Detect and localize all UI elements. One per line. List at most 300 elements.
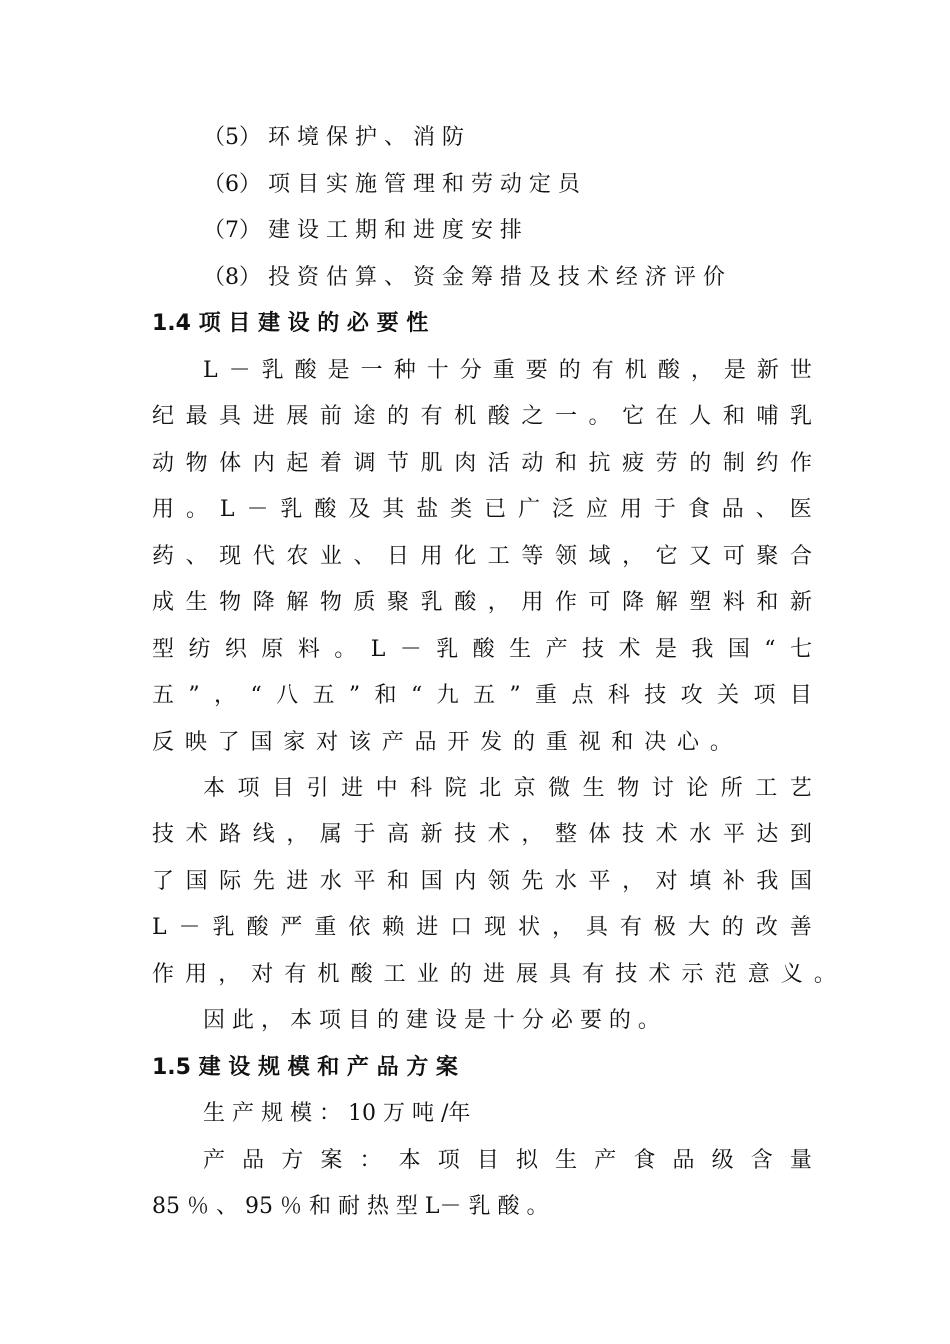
glyph: 要 <box>525 358 548 383</box>
glyph: 合 <box>789 544 812 569</box>
glyph: 用 <box>185 962 208 987</box>
glyph: 对 <box>316 730 339 755</box>
glyph: 乳 <box>420 590 443 615</box>
paragraph-line <box>152 726 732 760</box>
glyph: 日 <box>387 544 410 569</box>
glyph: 级 <box>711 1148 734 1173</box>
paragraph-line <box>152 586 812 620</box>
glyph: － <box>399 637 422 662</box>
heading-text: 1.4 项 目 建 设 的 必 要 性 <box>152 311 429 336</box>
glyph: 型 <box>152 637 175 662</box>
glyph: 技 <box>622 822 645 847</box>
glyph: 乳 <box>261 358 284 383</box>
glyph: 项 <box>437 1148 460 1173</box>
glyph: 体 <box>219 451 242 476</box>
glyph: 院 <box>444 776 467 801</box>
glyph: 可 <box>722 544 745 569</box>
glyph: 有 <box>619 915 642 940</box>
glyph: 和 <box>756 590 779 615</box>
glyph: 攻 <box>680 683 703 708</box>
glyph: 高 <box>387 822 410 847</box>
glyph: ： <box>359 1148 382 1173</box>
glyph: 聚 <box>756 544 779 569</box>
glyph: “ <box>410 683 423 708</box>
glyph: 物 <box>185 451 208 476</box>
glyph: 降 <box>622 590 645 615</box>
glyph: 是 <box>723 358 746 383</box>
glyph: ， <box>286 822 309 847</box>
glyph: 途 <box>353 404 376 429</box>
glyph: － <box>246 497 269 522</box>
glyph: 改 <box>755 915 778 940</box>
glyph: 广 <box>518 497 541 522</box>
glyph: 生 <box>185 590 208 615</box>
paragraph-line <box>152 1190 812 1224</box>
glyph: 含 <box>750 1148 773 1173</box>
glyph: 有 <box>284 962 307 987</box>
glyph: 决 <box>644 730 667 755</box>
glyph: 塑 <box>689 590 712 615</box>
glyph: ， <box>214 683 237 708</box>
glyph: 作 <box>554 590 577 615</box>
glyph: 五 <box>473 683 496 708</box>
glyph: 义 <box>780 962 803 987</box>
glyph: 、 <box>755 497 778 522</box>
paragraph-line <box>152 447 812 481</box>
glyph: 具 <box>585 915 608 940</box>
glyph: 一 <box>554 404 577 429</box>
glyph: 等 <box>521 544 544 569</box>
scale-text: 生 产 规 模 ： 10 万 吨 /年 <box>203 1101 471 1126</box>
glyph: 可 <box>588 590 611 615</box>
glyph: 世 <box>789 358 812 383</box>
glyph: 乳 <box>280 497 303 522</box>
glyph: 善 <box>789 915 812 940</box>
glyph: 产 <box>545 637 568 662</box>
glyph: 品 <box>242 1148 265 1173</box>
glyph: 术 <box>618 637 641 662</box>
glyph: ， <box>552 915 575 940</box>
glyph: 国 <box>250 730 273 755</box>
paragraph-line <box>152 818 812 852</box>
paragraph-line <box>152 400 812 434</box>
glyph: 达 <box>756 822 779 847</box>
glyph: 有 <box>420 404 443 429</box>
glyph: 酸 <box>487 404 510 429</box>
glyph: 国 <box>727 637 750 662</box>
list-item-text: （6） 项 目 实 施 管 理 和 劳 动 定 员 <box>203 172 580 197</box>
glyph: 肉 <box>454 451 477 476</box>
glyph: 乳 <box>436 637 459 662</box>
glyph: 映 <box>184 730 207 755</box>
glyph: 种 <box>393 358 416 383</box>
glyph: ” <box>188 683 200 708</box>
glyph: 食 <box>633 1148 656 1173</box>
glyph: 了 <box>152 869 175 894</box>
glyph: 酸 <box>657 358 680 383</box>
production-scale <box>203 1097 863 1131</box>
glyph: 用 <box>152 497 175 522</box>
glyph: 生 <box>555 1148 578 1173</box>
paragraph-line <box>203 354 812 388</box>
paragraph-line <box>152 540 812 574</box>
glyph: 疲 <box>622 451 645 476</box>
glyph: 发 <box>480 730 503 755</box>
glyph: 国 <box>420 869 443 894</box>
glyph: 补 <box>722 869 745 894</box>
glyph: 料 <box>722 590 745 615</box>
glyph: 工 <box>487 544 510 569</box>
glyph: 现 <box>484 915 507 940</box>
glyph: 品 <box>721 497 744 522</box>
glyph: 目 <box>272 776 295 801</box>
glyph: 量 <box>789 1148 812 1173</box>
paragraph-line <box>152 679 812 713</box>
glyph: 赖 <box>382 915 405 940</box>
glyph: 制 <box>722 451 745 476</box>
glyph: 视 <box>578 730 601 755</box>
paragraph-text: 因 此 ， 本 项 目 的 建 设 是 十 分 必 要 的 。 <box>203 1008 660 1033</box>
glyph: 织 <box>224 637 247 662</box>
glyph: 及 <box>348 497 371 522</box>
glyph: 成 <box>152 590 175 615</box>
glyph: 我 <box>756 869 779 894</box>
glyph: 物 <box>219 590 242 615</box>
paragraph-line <box>152 958 836 992</box>
glyph: 开 <box>447 730 470 755</box>
glyph: 对 <box>655 869 678 894</box>
glyph: 农 <box>286 544 309 569</box>
glyph: 料 <box>297 637 320 662</box>
glyph: 化 <box>454 544 477 569</box>
glyph: 关 <box>717 683 740 708</box>
glyph: 酸 <box>294 358 317 383</box>
glyph: 用 <box>619 497 642 522</box>
glyph: 在 <box>655 404 678 429</box>
glyph: 领 <box>487 869 510 894</box>
glyph: 机 <box>624 358 647 383</box>
glyph: 酸 <box>350 962 373 987</box>
glyph: 严 <box>280 915 303 940</box>
glyph: 八 <box>276 683 299 708</box>
glyph: 。 <box>588 404 611 429</box>
glyph: 了 <box>217 730 240 755</box>
glyph: “ <box>250 683 262 708</box>
glyph: 新 <box>420 822 443 847</box>
glyph: L <box>219 497 235 522</box>
glyph: 具 <box>549 962 572 987</box>
glyph: 盐 <box>416 497 439 522</box>
glyph: 机 <box>454 404 477 429</box>
glyph: 作 <box>152 962 175 987</box>
glyph: 重 <box>545 730 568 755</box>
glyph: 示 <box>681 962 704 987</box>
glyph: 术 <box>487 822 510 847</box>
glyph: 展 <box>516 962 539 987</box>
glyph: L <box>152 915 167 940</box>
glyph: 京 <box>513 776 536 801</box>
glyph: 食 <box>687 497 710 522</box>
glyph: 酸 <box>246 915 269 940</box>
glyph: 的 <box>512 730 535 755</box>
glyph: 类 <box>450 497 473 522</box>
glyph: ， <box>218 962 241 987</box>
glyph: 目 <box>476 1148 499 1173</box>
glyph: 。 <box>709 730 732 755</box>
glyph: 目 <box>789 683 812 708</box>
glyph: 微 <box>548 776 571 801</box>
glyph: 生 <box>509 637 532 662</box>
glyph: 九 <box>436 683 459 708</box>
glyph: 新 <box>789 590 812 615</box>
glyph: 最 <box>185 404 208 429</box>
glyph: 状 <box>518 915 541 940</box>
glyph: 进 <box>341 776 364 801</box>
glyph: 泛 <box>552 497 575 522</box>
glyph: 属 <box>319 822 342 847</box>
glyph: 解 <box>655 590 678 615</box>
glyph: 的 <box>387 404 410 429</box>
glyph: 机 <box>317 962 340 987</box>
glyph: 。 <box>334 637 357 662</box>
glyph: 水 <box>689 822 712 847</box>
glyph: 人 <box>689 404 712 429</box>
glyph: 进 <box>416 915 439 940</box>
glyph: 重 <box>535 683 558 708</box>
glyph: 动 <box>521 451 544 476</box>
glyph: 业 <box>416 962 439 987</box>
glyph: 家 <box>283 730 306 755</box>
glyph: 水 <box>319 869 342 894</box>
list-item-5 <box>203 121 863 155</box>
glyph: － <box>228 358 251 383</box>
glyph: 于 <box>353 822 376 847</box>
glyph: 。 <box>813 962 836 987</box>
glyph: 又 <box>689 544 712 569</box>
glyph: 到 <box>789 822 812 847</box>
paragraph-line <box>152 493 812 527</box>
list-item-6 <box>203 168 863 202</box>
glyph: 新 <box>756 358 779 383</box>
list-item-8 <box>203 261 863 295</box>
glyph: 进 <box>252 404 275 429</box>
glyph: 所 <box>720 776 743 801</box>
glyph: 先 <box>252 869 275 894</box>
glyph: 酸 <box>472 637 495 662</box>
glyph: 水 <box>554 869 577 894</box>
glyph: ， <box>622 544 645 569</box>
glyph: 业 <box>319 544 342 569</box>
glyph: 一 <box>360 358 383 383</box>
glyph: 的 <box>558 358 581 383</box>
glyph: ， <box>690 358 713 383</box>
glyph: 论 <box>686 776 709 801</box>
glyph: 技 <box>454 822 477 847</box>
glyph: 现 <box>219 544 242 569</box>
glyph: 中 <box>375 776 398 801</box>
glyph: 体 <box>588 822 611 847</box>
glyph: 酸 <box>314 497 337 522</box>
glyph: 用 <box>521 590 544 615</box>
glyph: 该 <box>348 730 371 755</box>
glyph: 产 <box>203 1148 226 1173</box>
glyph: 重 <box>492 358 515 383</box>
glyph: 、 <box>185 544 208 569</box>
glyph: 纺 <box>188 637 211 662</box>
glyph: ， <box>521 822 544 847</box>
glyph: 肌 <box>420 451 443 476</box>
paragraph-line <box>203 1144 812 1178</box>
glyph: 五 <box>152 683 175 708</box>
glyph: 反 <box>152 730 175 755</box>
list-item-text: （7） 建 设 工 期 和 进 度 安 排 <box>203 218 522 243</box>
glyph: 引 <box>306 776 329 801</box>
glyph: 之 <box>521 404 544 429</box>
glyph: 整 <box>554 822 577 847</box>
glyph: 讨 <box>651 776 674 801</box>
glyph: 重 <box>314 915 337 940</box>
glyph: 和 <box>722 404 745 429</box>
glyph: 科 <box>607 683 630 708</box>
glyph: 已 <box>484 497 507 522</box>
glyph: 本 <box>398 1148 421 1173</box>
glyph: 于 <box>653 497 676 522</box>
glyph: 约 <box>756 451 779 476</box>
glyph: － <box>178 915 201 940</box>
paragraph-line <box>203 1004 863 1038</box>
glyph: 劳 <box>655 451 678 476</box>
glyph: 术 <box>648 962 671 987</box>
glyph: 乳 <box>789 404 812 429</box>
glyph: 活 <box>487 451 510 476</box>
glyph: 品 <box>414 730 437 755</box>
paragraph-line <box>203 772 812 806</box>
paragraph-text: 85 ％ 、 95 ％ 和 耐 热 型 L－ 乳 酸 。 <box>152 1194 549 1219</box>
glyph: “ <box>764 637 776 662</box>
glyph: ” <box>348 683 361 708</box>
glyph: 原 <box>261 637 284 662</box>
glyph: 代 <box>252 544 275 569</box>
glyph: 的 <box>721 915 744 940</box>
glyph: 我 <box>691 637 714 662</box>
glyph: 填 <box>689 869 712 894</box>
section-heading-1-5 <box>152 1051 812 1085</box>
glyph: 其 <box>382 497 405 522</box>
glyph: 哺 <box>756 404 779 429</box>
glyph: 展 <box>286 404 309 429</box>
glyph: 北 <box>479 776 502 801</box>
glyph: 和 <box>374 683 397 708</box>
glyph: 工 <box>383 962 406 987</box>
list-item-text: （5） 环 境 保 护 、 消 防 <box>203 125 464 150</box>
glyph: 项 <box>753 683 776 708</box>
glyph: 调 <box>353 451 376 476</box>
glyph: 项 <box>237 776 260 801</box>
glyph: 节 <box>387 451 410 476</box>
glyph: 艺 <box>789 776 812 801</box>
glyph: 抗 <box>588 451 611 476</box>
glyph: 用 <box>420 544 443 569</box>
glyph: 酸 <box>454 590 477 615</box>
glyph: 和 <box>387 869 410 894</box>
glyph: ” <box>509 683 521 708</box>
glyph: 分 <box>459 358 482 383</box>
list-item-text: （8） 投 资 估 算 、 资 金 筹 措 及 技 术 经 济 评 价 <box>203 265 725 290</box>
glyph: 它 <box>655 544 678 569</box>
glyph: 领 <box>554 544 577 569</box>
list-item-7 <box>203 214 863 248</box>
glyph: 术 <box>655 822 678 847</box>
glyph: 口 <box>450 915 473 940</box>
glyph: 点 <box>571 683 594 708</box>
glyph: 拟 <box>516 1148 539 1173</box>
glyph: 动 <box>152 451 175 476</box>
glyph: 技 <box>644 683 667 708</box>
glyph: 降 <box>252 590 275 615</box>
glyph: 是 <box>654 637 677 662</box>
glyph: 和 <box>554 451 577 476</box>
glyph: 内 <box>252 451 275 476</box>
glyph: 医 <box>789 497 812 522</box>
paragraph-line <box>152 911 812 945</box>
glyph: 具 <box>219 404 242 429</box>
section-heading-1-4 <box>152 307 812 341</box>
glyph: 进 <box>482 962 505 987</box>
glyph: 七 <box>789 637 812 662</box>
glyph: L <box>203 358 218 383</box>
glyph: 方 <box>281 1148 304 1173</box>
glyph: 。 <box>185 497 208 522</box>
glyph: 技 <box>615 962 638 987</box>
glyph: 品 <box>672 1148 695 1173</box>
glyph: 和 <box>611 730 634 755</box>
glyph: 科 <box>410 776 433 801</box>
glyph: 药 <box>152 544 175 569</box>
glyph: 解 <box>286 590 309 615</box>
glyph: 路 <box>219 822 242 847</box>
glyph: 有 <box>582 962 605 987</box>
glyph: 平 <box>722 822 745 847</box>
glyph: 物 <box>617 776 640 801</box>
glyph: 平 <box>353 869 376 894</box>
glyph: 内 <box>454 869 477 894</box>
glyph: ， <box>622 869 645 894</box>
glyph: 先 <box>521 869 544 894</box>
glyph: 域 <box>588 544 611 569</box>
glyph: 物 <box>319 590 342 615</box>
glyph: 起 <box>286 451 309 476</box>
glyph: ， <box>487 590 510 615</box>
glyph: 际 <box>219 869 242 894</box>
glyph: 大 <box>687 915 710 940</box>
glyph: 、 <box>353 544 376 569</box>
glyph: 作 <box>789 451 812 476</box>
glyph: 术 <box>185 822 208 847</box>
paragraph-line <box>152 865 812 899</box>
glyph: 应 <box>585 497 608 522</box>
glyph: 产 <box>381 730 404 755</box>
glyph: 技 <box>152 822 175 847</box>
glyph: 技 <box>582 637 605 662</box>
paragraph-line <box>152 633 812 667</box>
glyph: 意 <box>747 962 770 987</box>
glyph: 是 <box>327 358 350 383</box>
glyph: 质 <box>353 590 376 615</box>
glyph: 着 <box>319 451 342 476</box>
glyph: 纪 <box>152 404 175 429</box>
glyph: 国 <box>185 869 208 894</box>
glyph: 五 <box>312 683 335 708</box>
